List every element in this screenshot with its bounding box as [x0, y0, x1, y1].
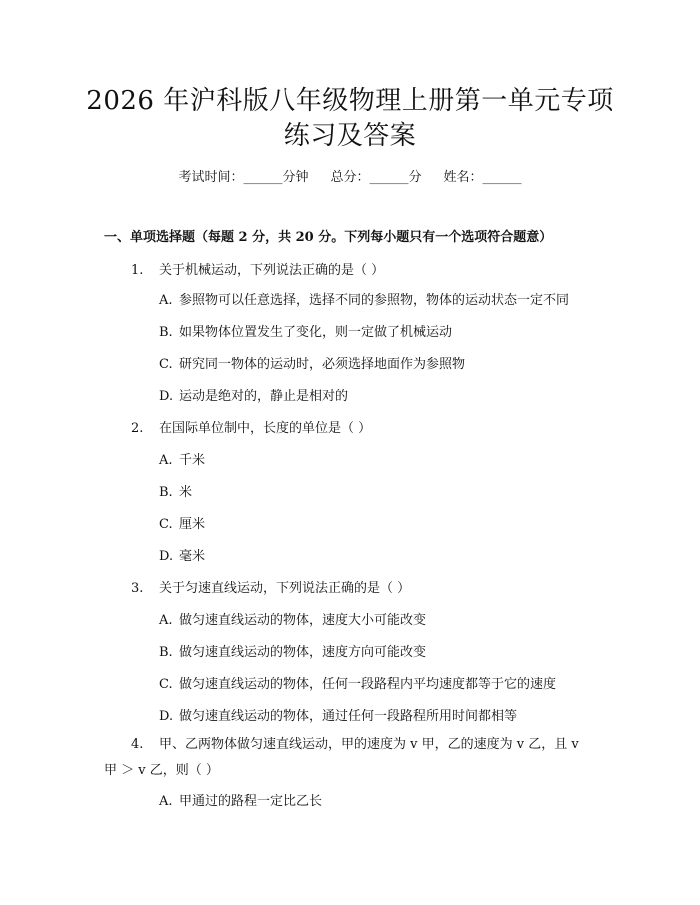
option-text: 毫米 — [179, 549, 206, 564]
question-2-option-d — [159, 548, 205, 566]
question-text: 关于机械运动，下列说法正确的是（ ） — [159, 263, 385, 278]
question-number: 4. — [131, 737, 144, 752]
question-3-option-d — [159, 708, 517, 726]
option-letter: A. — [159, 453, 173, 468]
question-number: 3. — [131, 581, 144, 596]
question-1-option-c — [159, 356, 465, 374]
option-text: 千米 — [179, 453, 206, 468]
section-1-heading: 一、单项选择题（每题 2 分，共 20 分。下列每小题只有一个选项符合题意） — [104, 230, 553, 245]
option-letter: C. — [159, 357, 173, 372]
option-text: 做匀速直线运动的物体，通过任何一段路程所用时间都相等 — [179, 709, 518, 724]
question-1-option-d — [159, 388, 348, 406]
option-text: 甲通过的路程一定比乙长 — [179, 794, 323, 809]
option-text: 参照物可以任意选择，选择不同的参照物，物体的运动状态一定不同 — [179, 293, 570, 308]
question-number: 1. — [131, 263, 144, 278]
question-2-option-a — [159, 452, 205, 470]
option-letter: B. — [159, 645, 173, 660]
question-1-stem — [131, 262, 384, 280]
option-letter: D. — [159, 389, 174, 404]
option-letter: A. — [159, 613, 173, 628]
question-3-option-a — [159, 612, 426, 630]
question-4-option-a — [159, 793, 322, 811]
option-letter: D. — [159, 709, 174, 724]
question-text: 在国际单位制中，长度的单位是（ ） — [159, 421, 372, 436]
document-title-line2: 练习及答案 — [283, 121, 417, 151]
question-2-option-c — [159, 516, 205, 534]
question-4-stem-line2: 甲 ＞ v 乙，则（ ） — [104, 763, 219, 778]
question-4-stem-line1 — [131, 736, 579, 754]
option-letter: C. — [159, 677, 173, 692]
exam-meta-row — [0, 169, 700, 187]
option-text: 厘米 — [179, 517, 206, 532]
question-text: 甲、乙两物体做匀速直线运动，甲的速度为 v 甲，乙的速度为 v 乙，且 v — [159, 737, 579, 752]
option-letter: D. — [159, 549, 174, 564]
option-text: 做匀速直线运动的物体，任何一段路程内平均速度都等于它的速度 — [179, 677, 557, 692]
option-text: 运动是绝对的，静止是相对的 — [179, 389, 349, 404]
question-2-option-b — [159, 484, 192, 502]
total-score-label: 总分：______分 — [330, 170, 422, 185]
option-letter: B. — [159, 485, 173, 500]
option-letter: C. — [159, 517, 173, 532]
document-title-line1: 2026 年沪科版八年级物理上册第一单元专项 — [86, 86, 614, 116]
option-text: 研究同一物体的运动时，必须选择地面作为参照物 — [179, 357, 466, 372]
option-text: 做匀速直线运动的物体，速度大小可能改变 — [179, 613, 427, 628]
question-3-option-c — [159, 676, 556, 694]
option-letter: B. — [159, 325, 173, 340]
question-1-option-b — [159, 324, 452, 342]
question-number: 2. — [131, 421, 144, 436]
question-text: 关于匀速直线运动，下列说法正确的是（ ） — [159, 581, 411, 596]
option-letter: A. — [159, 794, 173, 809]
student-name-label: 姓名：______ — [443, 170, 522, 185]
question-1-option-a — [159, 292, 569, 310]
option-letter: A. — [159, 293, 173, 308]
option-text: 米 — [179, 485, 193, 500]
exam-time-label: 考试时间：______分钟 — [178, 170, 309, 185]
question-3-stem — [131, 580, 410, 598]
question-2-stem — [131, 420, 371, 438]
option-text: 如果物体位置发生了变化，则一定做了机械运动 — [179, 325, 453, 340]
question-3-option-b — [159, 644, 426, 662]
option-text: 做匀速直线运动的物体，速度方向可能改变 — [179, 645, 427, 660]
